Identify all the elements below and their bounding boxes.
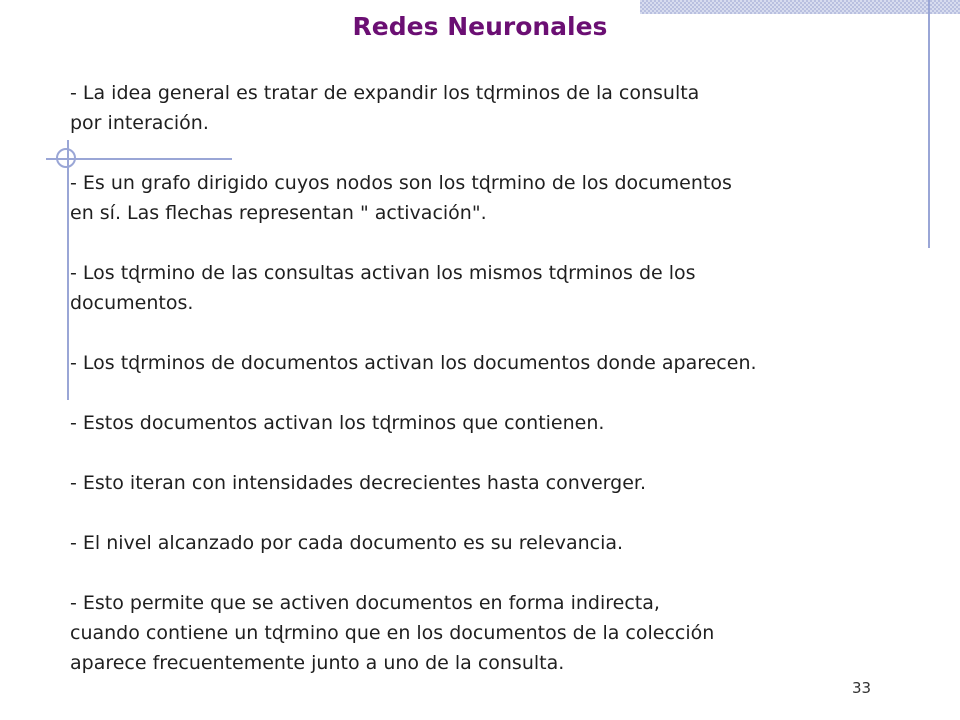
slide-body [70, 78, 900, 678]
bullet-paragraph: - Los tɖrmino de las consultas activan los mismos tɖrminos de los documentos. [70, 262, 696, 314]
slide-title: Redes Neuronales [352, 12, 608, 41]
bullet-paragraph: - Los tɖrminos de documentos activan los documentos donde aparecen. [70, 352, 757, 374]
bullet-paragraph: - Esto permite que se activen documentos en forma indirecta, cuando contiene un tɖrmino que en los documentos de la colección aparece frecuentemente junto a uno de la consulta. [70, 592, 715, 674]
bullet-paragraph: - Esto iteran con intensidades decrecientes hasta converger. [70, 472, 647, 494]
bullet-paragraph: - Es un grafo dirigido cuyos nodos son los tɖrmino de los documentos en sí. Las flechas representan " activación". [70, 172, 732, 224]
bullet-paragraph: - Estos documentos activan los tɖrminos que contienen. [70, 412, 605, 434]
bullet-paragraph: - El nivel alcanzado por cada documento es su relevancia. [70, 532, 624, 554]
bullet-paragraph: - La idea general es tratar de expandir los tɖrminos de la consulta por interación. [70, 82, 700, 134]
decorative-vertical-line-left [67, 140, 69, 400]
page-number: 33 [852, 679, 872, 697]
